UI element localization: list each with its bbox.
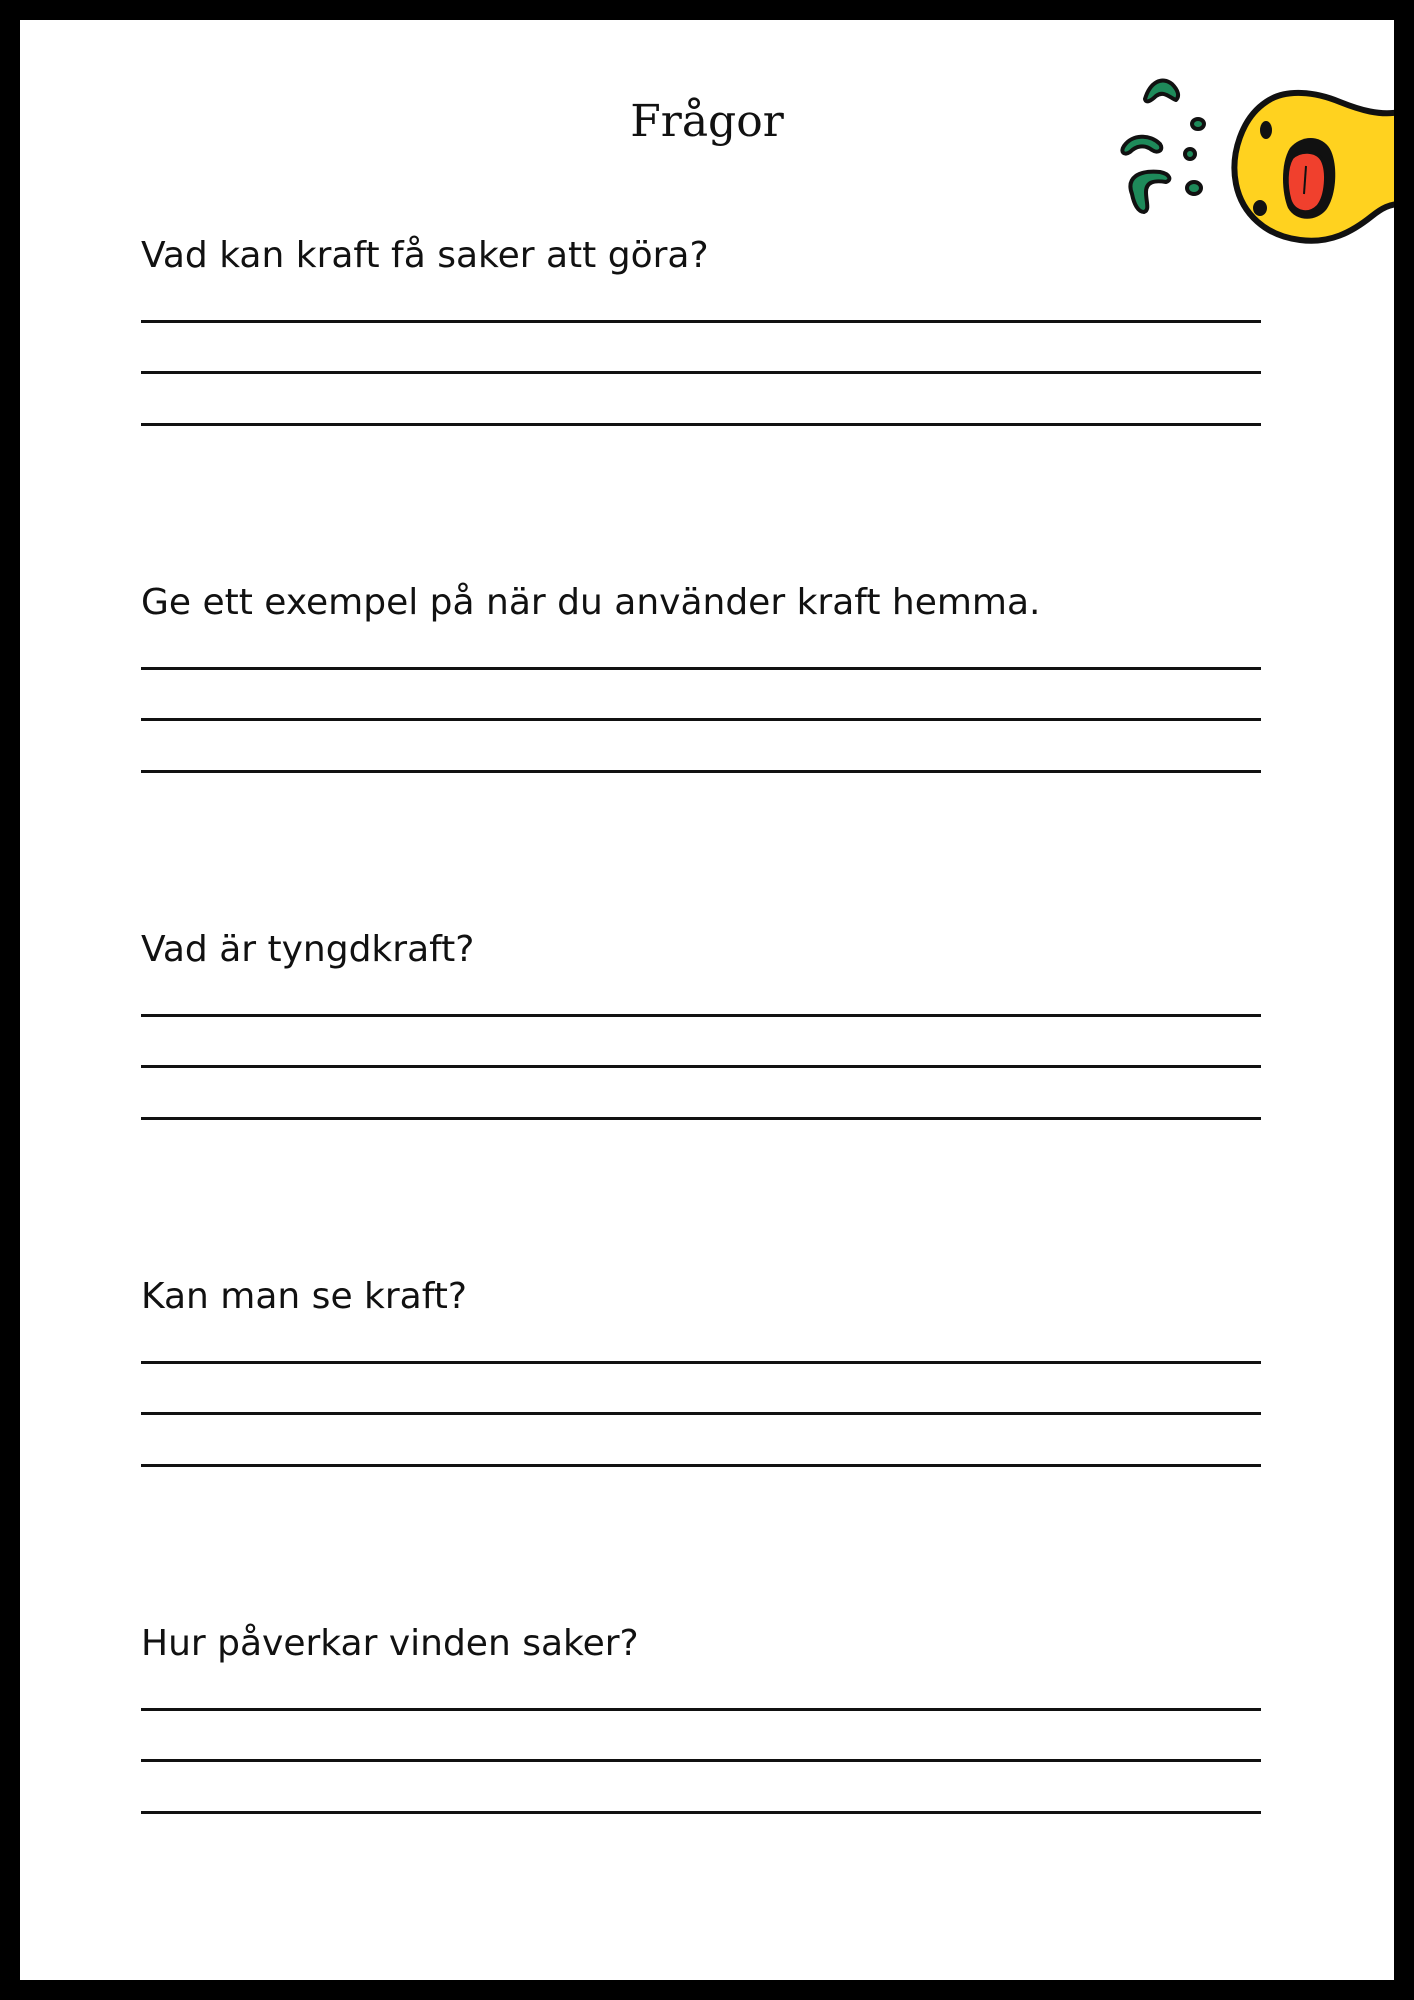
answer-line[interactable]	[141, 371, 1261, 374]
answer-line[interactable]	[141, 320, 1261, 323]
answer-line[interactable]	[141, 1412, 1261, 1415]
yellow-creature-spitting-icon	[1090, 54, 1394, 254]
worksheet-page	[20, 20, 1394, 1980]
answer-line[interactable]	[141, 423, 1261, 426]
answer-line[interactable]	[141, 1361, 1261, 1364]
answer-line[interactable]	[141, 1759, 1261, 1762]
question-block	[141, 1275, 1261, 1319]
question-text: Vad kan kraft få saker att göra?	[141, 235, 709, 276]
answer-line[interactable]	[141, 1117, 1261, 1120]
answer-line[interactable]	[141, 1464, 1261, 1467]
answer-line[interactable]	[141, 718, 1261, 721]
answer-line[interactable]	[141, 770, 1261, 773]
question-block	[141, 928, 1261, 972]
question-block	[141, 1622, 1261, 1666]
answer-line[interactable]	[141, 1014, 1261, 1017]
question-text: Vad är tyngdkraft?	[141, 929, 475, 970]
answer-line[interactable]	[141, 1065, 1261, 1068]
page-title: Frågor	[630, 96, 784, 147]
answer-line[interactable]	[141, 667, 1261, 670]
answer-line[interactable]	[141, 1811, 1261, 1814]
question-block	[141, 581, 1261, 625]
question-text: Kan man se kraft?	[141, 1276, 468, 1317]
question-text: Ge ett exempel på när du använder kraft hemma.	[141, 582, 1041, 623]
question-text: Hur påverkar vinden saker?	[141, 1623, 639, 1664]
answer-line[interactable]	[141, 1708, 1261, 1711]
question-block	[141, 234, 1261, 278]
